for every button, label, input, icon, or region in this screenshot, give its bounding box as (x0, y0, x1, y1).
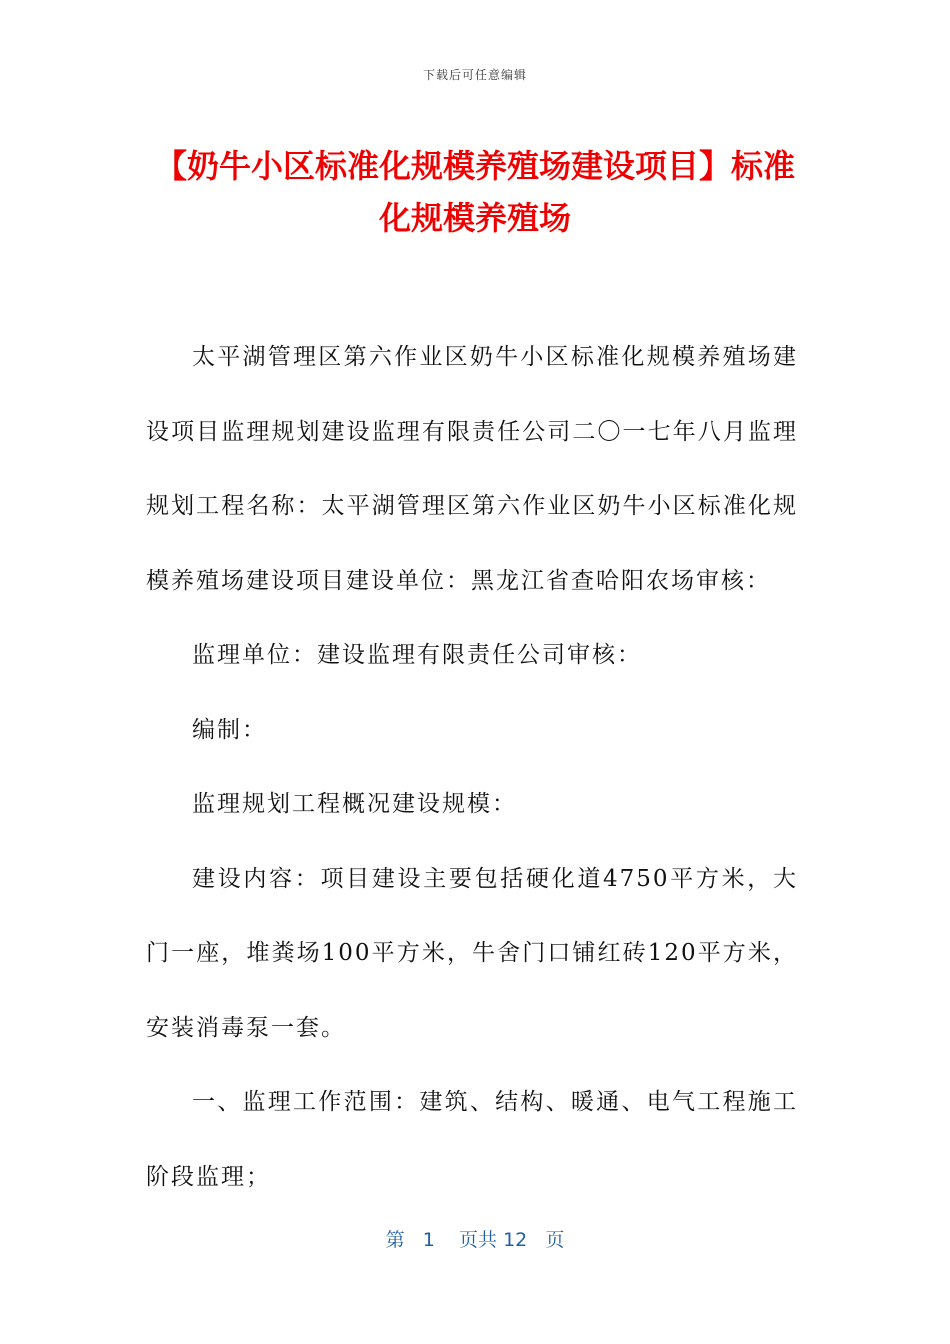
page-middle: 页共 (459, 1229, 498, 1251)
document-title: 【奶牛小区标准化规模养殖场建设项目】标准化规模养殖场 (154, 147, 795, 237)
page-footer (0, 1225, 950, 1252)
page-suffix: 页 (545, 1229, 565, 1251)
page-total: 12 (503, 1229, 528, 1251)
paragraph-supervision-scope: 一、监理工作范围：建筑、结构、暖通、电气工程施工阶段监理； (146, 1089, 798, 1190)
download-note: 下载后可任意编辑 (422, 68, 527, 82)
paragraph-project-info: 太平湖管理区第六作业区奶牛小区标准化规模养殖场建设项目监理规划建设监理有限责任公司二〇一七年八月监理规划工程名称：太平湖管理区第六作业区奶牛小区标准化规模养殖场建设项目建设单位：黑龙江省查哈阳农场审核： (146, 344, 798, 594)
document-body (146, 320, 798, 1214)
page-number: 1 (422, 1229, 435, 1251)
page-prefix: 第 (385, 1229, 405, 1251)
paragraph-overview-heading: 监理规划工程概况建设规模： (192, 791, 517, 817)
paragraph-compiler: 编制： (192, 716, 267, 743)
paragraph-construction-content: 建设内容：项目建设主要包括硬化道4750平方米，大门一座，堆粪场100平方米，牛舍门口铺红砖120平方米，安装消毒泵一套。 (146, 865, 798, 1041)
paragraph-supervision-unit: 监理单位：建设监理有限责任公司审核： (192, 642, 642, 668)
